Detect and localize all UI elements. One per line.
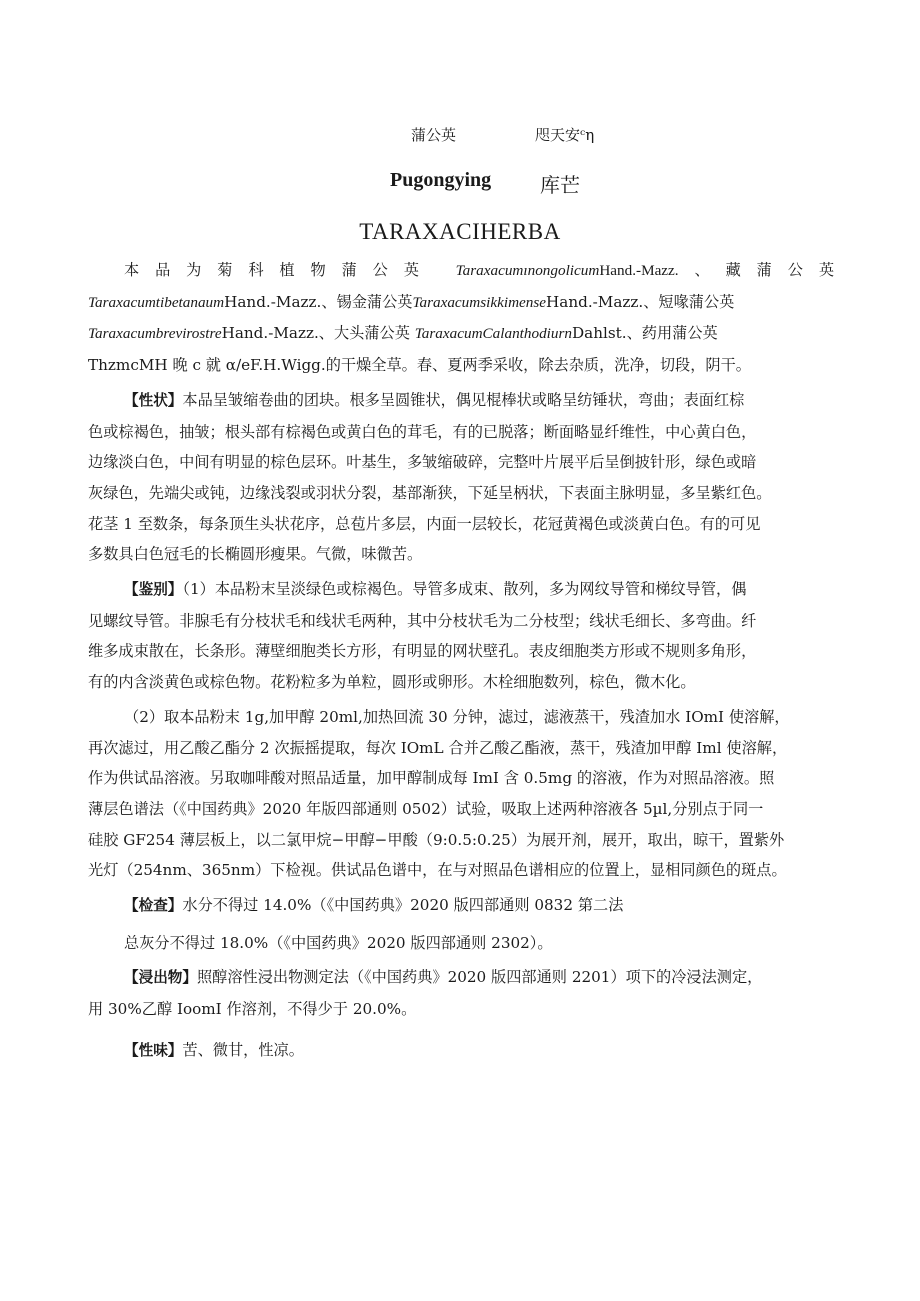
title-chinese: 蒲公英 bbox=[411, 126, 457, 144]
extract-line-2: 用 30%乙醇 IoomI 作溶剂，不得少于 20.0%。 bbox=[88, 1000, 417, 1019]
check-paragraph bbox=[88, 890, 834, 958]
check-line-2: 总灰分不得过 18.0%（《中国药典》2020 版四部通则 2302）。 bbox=[124, 933, 553, 952]
identification-line-1 bbox=[88, 574, 834, 606]
section-label: 【浸出物】 bbox=[124, 969, 197, 987]
identification-line: 硅胶 GF254 薄层板上，以二氯甲烷−甲醇−甲酸（9:0.5:0.25）为展开剂，展开，取出，晾干，置紫外 bbox=[88, 830, 785, 849]
character-line: 花茎 1 至数条，每条顶生头状花序，总苞片多层，内面一层较长，花冠黄褐色或淡黄白色。有的可见 bbox=[88, 514, 761, 533]
monograph-body bbox=[88, 255, 834, 1067]
text: 苦、微甘，性凉。 bbox=[182, 1040, 304, 1059]
text: 本品为菊科植物蒲公英 bbox=[124, 261, 435, 279]
identification-line: 见螺纹导管。非腺毛有分枝状毛和线状毛两种，其中分枝状毛为二分枝型；线状毛细长、多弯曲。纤 bbox=[88, 611, 757, 630]
character-line: 灰绿色，先端尖或钝，边缘浅裂或羽状分裂，基部渐狭，下延呈柄状，下表面主脉明显，多呈紫红色。 bbox=[88, 483, 772, 502]
identification-line: 再次滤过，用乙酸乙酯分 2 次振摇提取，每次 IOmL 合并乙酸乙酯液，蒸干，残渣加甲醇 Iml 使溶解， bbox=[88, 738, 788, 757]
section-label: 【性状】 bbox=[124, 391, 183, 409]
text: 照醇溶性浸出物测定法（《中国药典》2020 版四部通则 2201）项下的冷浸法测定， bbox=[196, 968, 763, 987]
text: Hand.-Mazz.、藏蒲公英 bbox=[599, 262, 835, 279]
identification-paragraph-2 bbox=[88, 702, 834, 886]
definition-line-3 bbox=[88, 318, 834, 350]
title-pinyin: Pugongying bbox=[390, 169, 492, 191]
text: Hand.-Mazz.、短喙蒲公英 bbox=[546, 292, 735, 311]
title-latin: TARAXACIHERBA bbox=[359, 219, 561, 244]
definition-paragraph bbox=[88, 255, 834, 381]
identification-line: 薄层色谱法（《中国药典》2020 年版四部通则 0502）试验，吸取上述两种溶液各 5µl,分别点于同一 bbox=[88, 799, 764, 818]
species-name: Taraxacumsikkimense bbox=[412, 293, 547, 311]
pinyin-note: 库芒 bbox=[540, 173, 580, 197]
text: 本品呈皱缩卷曲的团块。根多呈圆锥状，偶见棍棒状或略呈纺锤状，弯曲；表面红棕 bbox=[182, 390, 745, 409]
character-line: 边缘淡白色，中间有明显的棕色层环。叶基生，多皱缩破碎，完整叶片展平后呈倒披针形，绿色或暗 bbox=[88, 453, 757, 472]
character-line: 多数具白色冠毛的长椭圆形瘦果。气微，味微苦。 bbox=[88, 545, 423, 564]
identification-paragraph-1 bbox=[88, 574, 834, 698]
section-label: 【鉴别】 bbox=[124, 581, 183, 599]
text: Hand.-Mazz.、大头蒲公英 bbox=[221, 324, 410, 343]
character-paragraph bbox=[88, 385, 834, 570]
definition-line-4: ThzmcMH 晚 c 就 α∕eF.H.Wigg.的干燥全草。春、夏两季采收，除去杂质，洗净，切段，阴干。 bbox=[88, 356, 751, 375]
title-note: 咫天安ᶜη bbox=[535, 126, 595, 144]
identification-line: 维多成束散在，长条形。薄壁细胞类长方形，有明显的网状壁孔。表皮细胞类方形或不规则多角形， bbox=[88, 642, 757, 661]
taste-paragraph bbox=[88, 1035, 834, 1067]
species-name: Taraxacumbrevirostre bbox=[88, 325, 222, 343]
identification-line: 光灯（254nm、365nm）下检视。供试品色谱中，在与对照品色谱相应的位置上，显相同颜色的斑点。 bbox=[88, 861, 787, 880]
species-name: Taraxacumtibetanaum bbox=[88, 293, 225, 311]
text: 水分不得过 14.0%（《中国药典》2020 版四部通则 0832 第二法 bbox=[182, 896, 624, 915]
check-line-1 bbox=[88, 890, 834, 922]
extract-line-1 bbox=[88, 962, 834, 994]
definition-line-2 bbox=[88, 287, 834, 319]
definition-line-1 bbox=[88, 255, 834, 287]
identification-line: 有的内含淡黄色或棕色物。花粉粒多为单粒，圆形或卵形。木栓细胞数列，棕色，微木化。 bbox=[88, 673, 696, 692]
text: Dahlst.、药用蒲公英 bbox=[572, 324, 718, 343]
identification-line: 作为供试品溶液。另取咖啡酸对照品适量，加甲醇制成每 ImI 含 0.5mg 的溶液，作为对照品溶液。照 bbox=[88, 769, 775, 788]
section-label: 【性味】 bbox=[124, 1041, 183, 1059]
species-name: Taraxacumınongolicum bbox=[455, 262, 600, 279]
section-label: 【检查】 bbox=[124, 897, 183, 915]
character-line-1 bbox=[88, 385, 834, 417]
taste-line bbox=[88, 1035, 834, 1067]
text: Hand.-Mazz.、锡金蒲公英 bbox=[224, 292, 413, 311]
species-name: TaraxacumCalanthodiurn bbox=[414, 325, 572, 343]
extract-paragraph bbox=[88, 962, 834, 1024]
character-line: 色或棕褐色，抽皱；根头部有棕褐色或黄白色的茸毛，有的已脱落；断面略显纤维性，中心黄白色， bbox=[88, 422, 757, 441]
identification-line: （2）取本品粉末 1g,加甲醇 20ml,加热回流 30 分钟，滤过，滤液蒸干，残渣加水 IOmI 使溶解， bbox=[124, 707, 790, 726]
text: （1）本品粉末呈淡绿色或棕褐色。导管多成束、散列，多为网纹导管和梯纹导管，偶 bbox=[182, 580, 747, 599]
